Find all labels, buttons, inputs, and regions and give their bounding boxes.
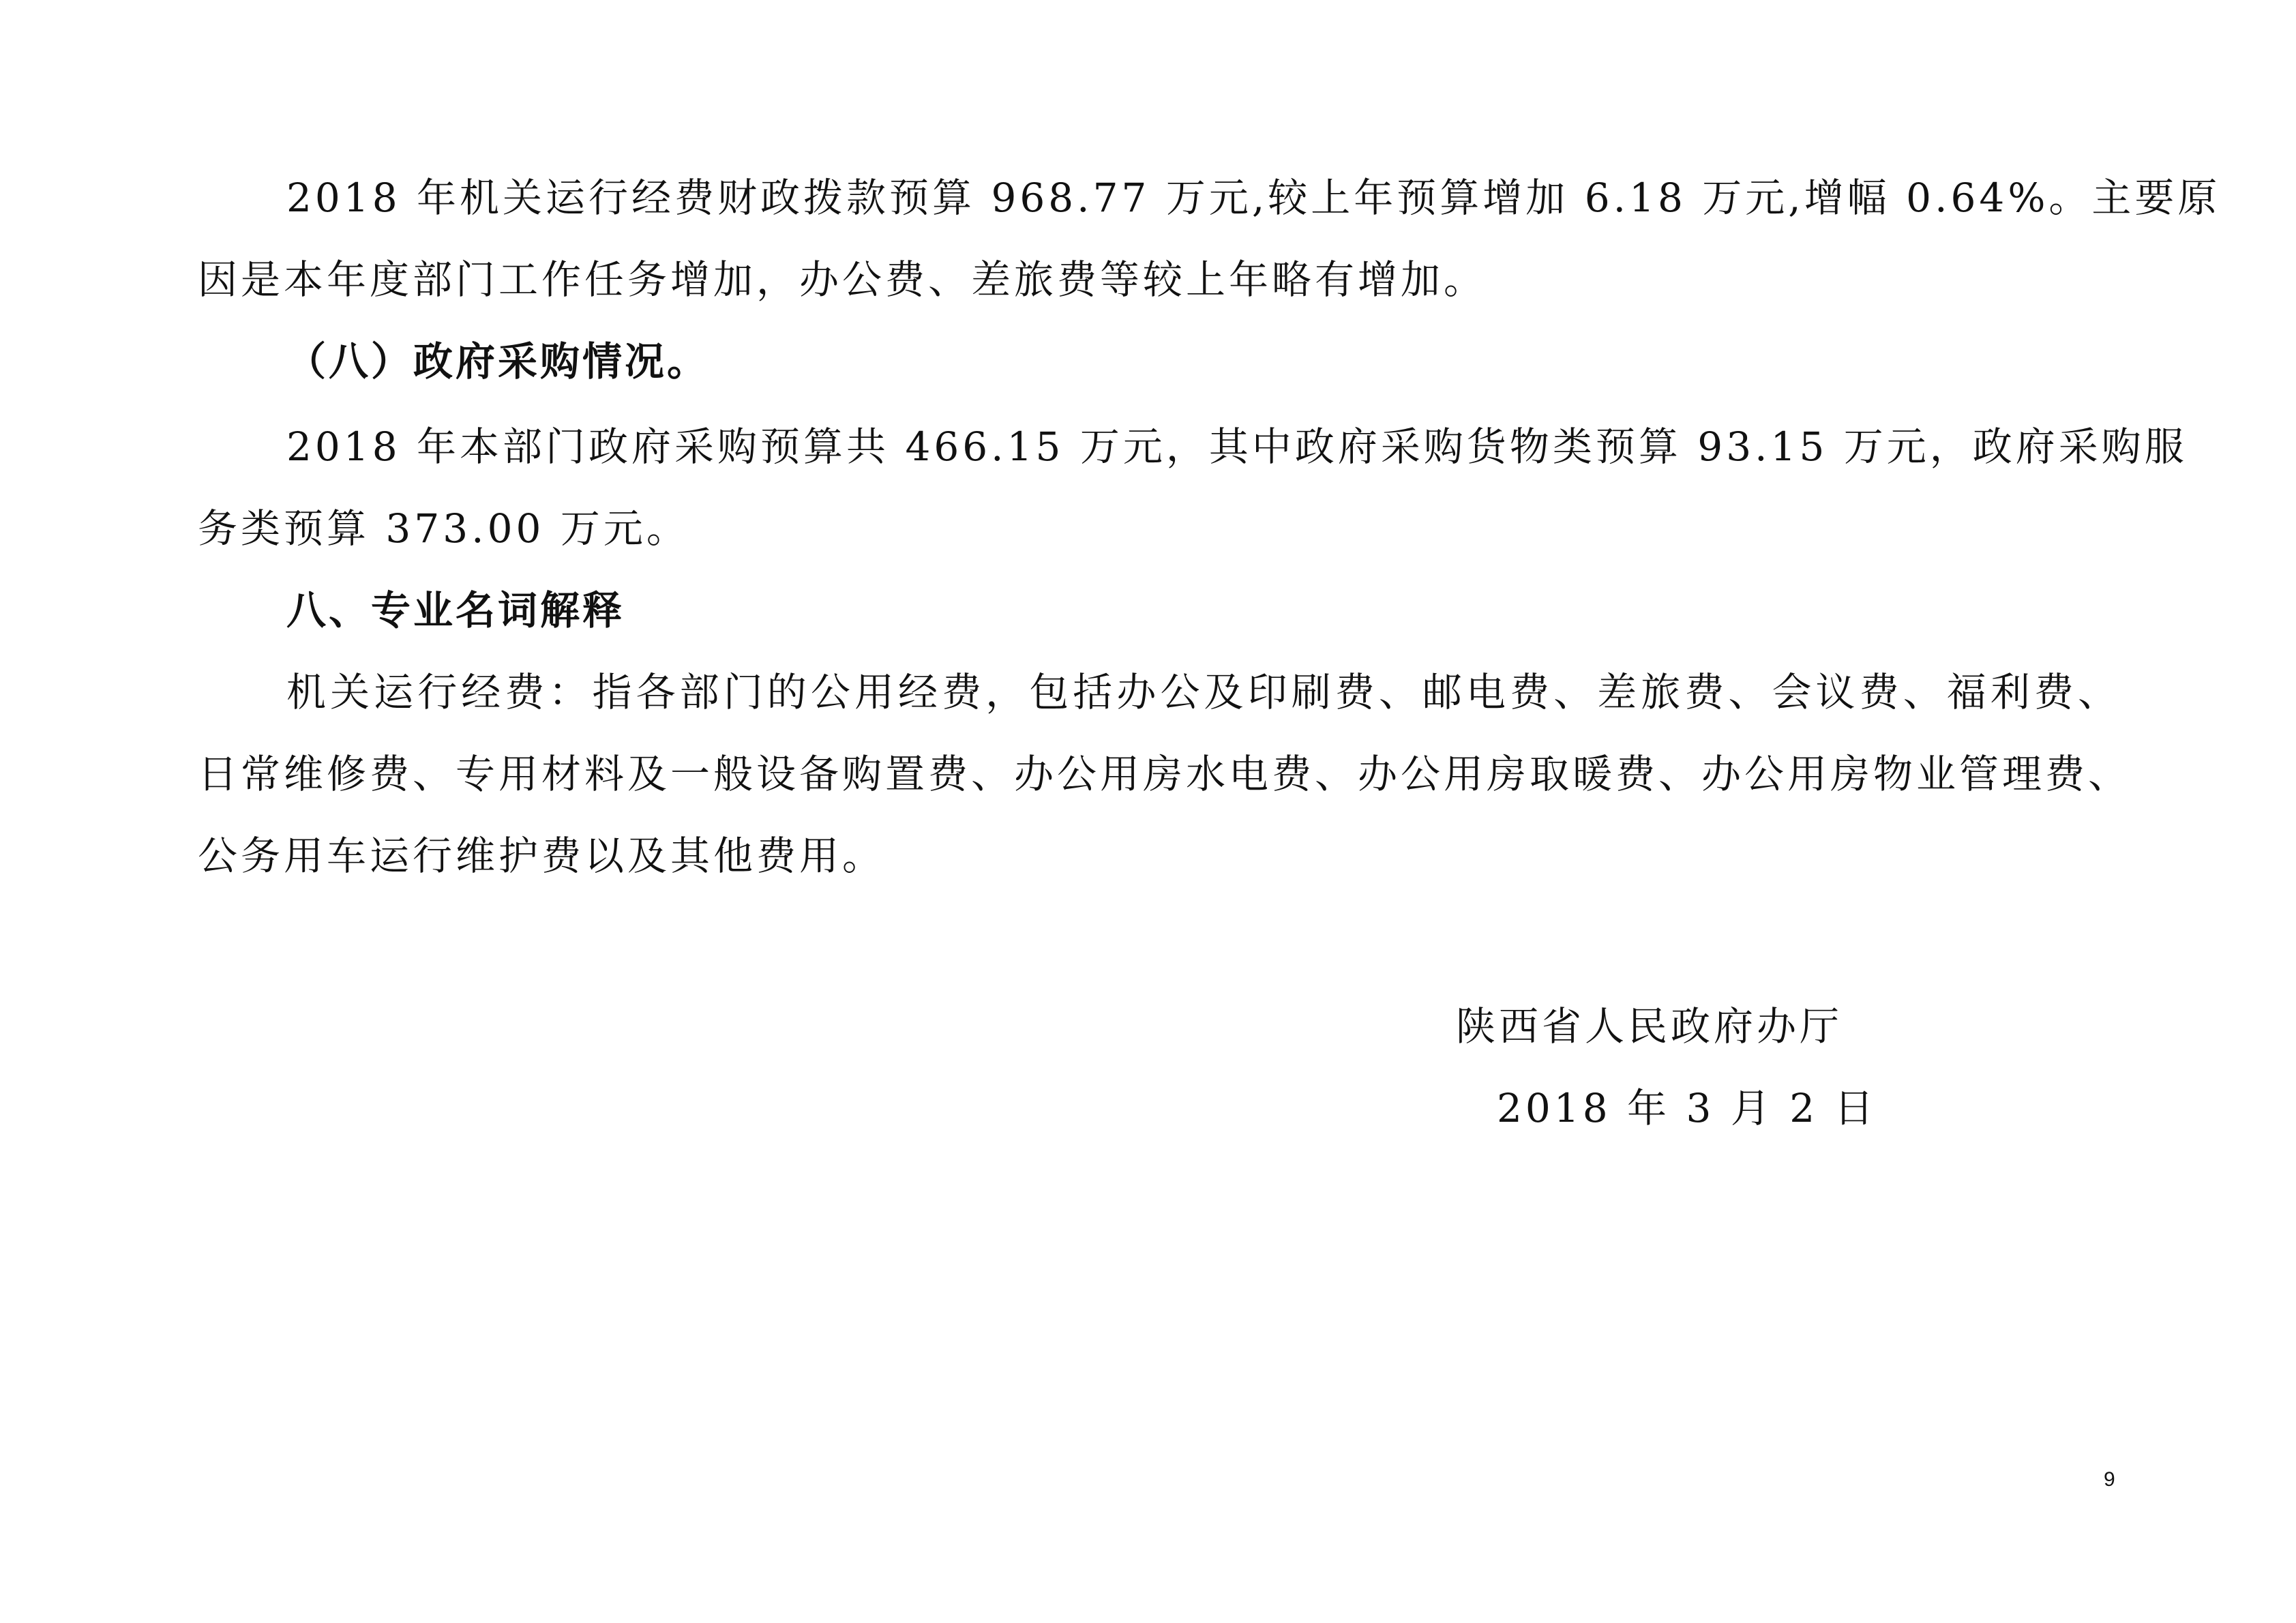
paragraph-glossary-line3: 公务用车运行维护费以及其他费用。 bbox=[198, 833, 886, 879]
paragraph-procurement-line2: 务类预算 373.00 万元。 bbox=[198, 505, 689, 552]
section-heading-glossary: 八、专业名词解释 bbox=[286, 587, 625, 634]
paragraph-glossary-line2: 日常维修费、专用材料及一般设备购置费、办公用房水电费、办公用房取暖费、办公用房物业管理费、 bbox=[198, 751, 2132, 797]
page-number: 9 bbox=[2104, 1468, 2115, 1491]
paragraph-procurement-line1: 2018 年本部门政府采购预算共 466.15 万元，其中政府采购货物类预算 93.15 万元，政府采购服 bbox=[286, 423, 2188, 470]
paragraph-glossary-line1: 机关运行经费：指各部门的公用经费，包括办公及印刷费、邮电费、差旅费、会议费、福利费、 bbox=[286, 669, 2121, 715]
section-heading-procurement: （八）政府采购情况。 bbox=[286, 338, 710, 385]
paragraph-budget-line1: 2018 年机关运行经费财政拨款预算 968.77 万元,较上年预算增加 6.18 万元,增幅 0.64%。主要原 bbox=[286, 175, 2221, 221]
paragraph-budget-line2: 因是本年度部门工作任务增加，办公费、差旅费等较上年略有增加。 bbox=[198, 256, 1487, 303]
signature-organization: 陕西省人民政府办厅 bbox=[1456, 1003, 1843, 1049]
signature-date: 2018 年 3 月 2 日 bbox=[1497, 1085, 1877, 1131]
